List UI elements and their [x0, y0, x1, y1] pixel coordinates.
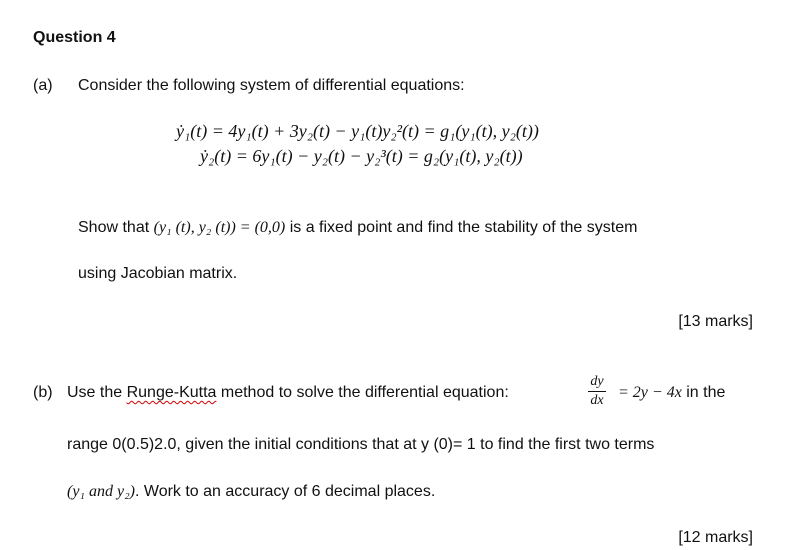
part-a-show-line-1: [78, 219, 637, 237]
part-b-marks: [12 marks]: [678, 529, 753, 546]
fixed-point-math: (y₁ (t), y₂ (t)) = (0,0): [153, 219, 286, 236]
part-b-equation-rhs: [618, 384, 725, 402]
question-title: Question 4: [33, 29, 116, 46]
show-line-1-post: is a fixed point and find the stability of the system: [285, 219, 638, 236]
part-b-line-1-post: method to solve the differential equation:: [216, 384, 509, 401]
part-a-marks: [13 marks]: [678, 313, 753, 330]
part-b-line-1-pre: Use the: [67, 384, 127, 401]
derivative-fraction: [588, 374, 606, 409]
fraction-denominator: dx: [590, 393, 604, 408]
terms-math: (y₁ and y₂): [67, 483, 135, 500]
equation-2: ẏ₂(t) = 6y₁(t) − y₂(t) − y₂³(t) = g₂(y₁(t), y₂(t)): [200, 146, 523, 166]
runge-kutta-term: Runge-Kutta: [126, 384, 217, 401]
part-b-line-3: [67, 483, 435, 501]
part-b-line-2: range 0(0.5)2.0, given the initial conditions that at y (0)= 1 to find the first two terms: [67, 436, 655, 453]
show-line-1-pre: Show that: [78, 219, 154, 236]
rhs-math: = 2y − 4x: [618, 384, 682, 401]
part-a-intro: Consider the following system of differential equations:: [78, 77, 465, 94]
part-b-line-1: [67, 384, 509, 402]
equation-1: ẏ₁(t) = 4y₁(t) + 3y₂(t) − y₁(t)y₂²(t) = g₁(y₁(t), y₂(t)): [176, 121, 539, 141]
fraction-numerator: dy: [590, 374, 604, 389]
part-b-label: (b): [33, 384, 53, 401]
part-a-show-line-2: using Jacobian matrix.: [78, 265, 238, 282]
part-b-line-3-post: . Work to an accuracy of 6 decimal places.: [134, 483, 436, 500]
fraction-bar: [588, 391, 606, 392]
part-a-label: (a): [33, 77, 53, 94]
rhs-tail: in the: [681, 384, 726, 401]
